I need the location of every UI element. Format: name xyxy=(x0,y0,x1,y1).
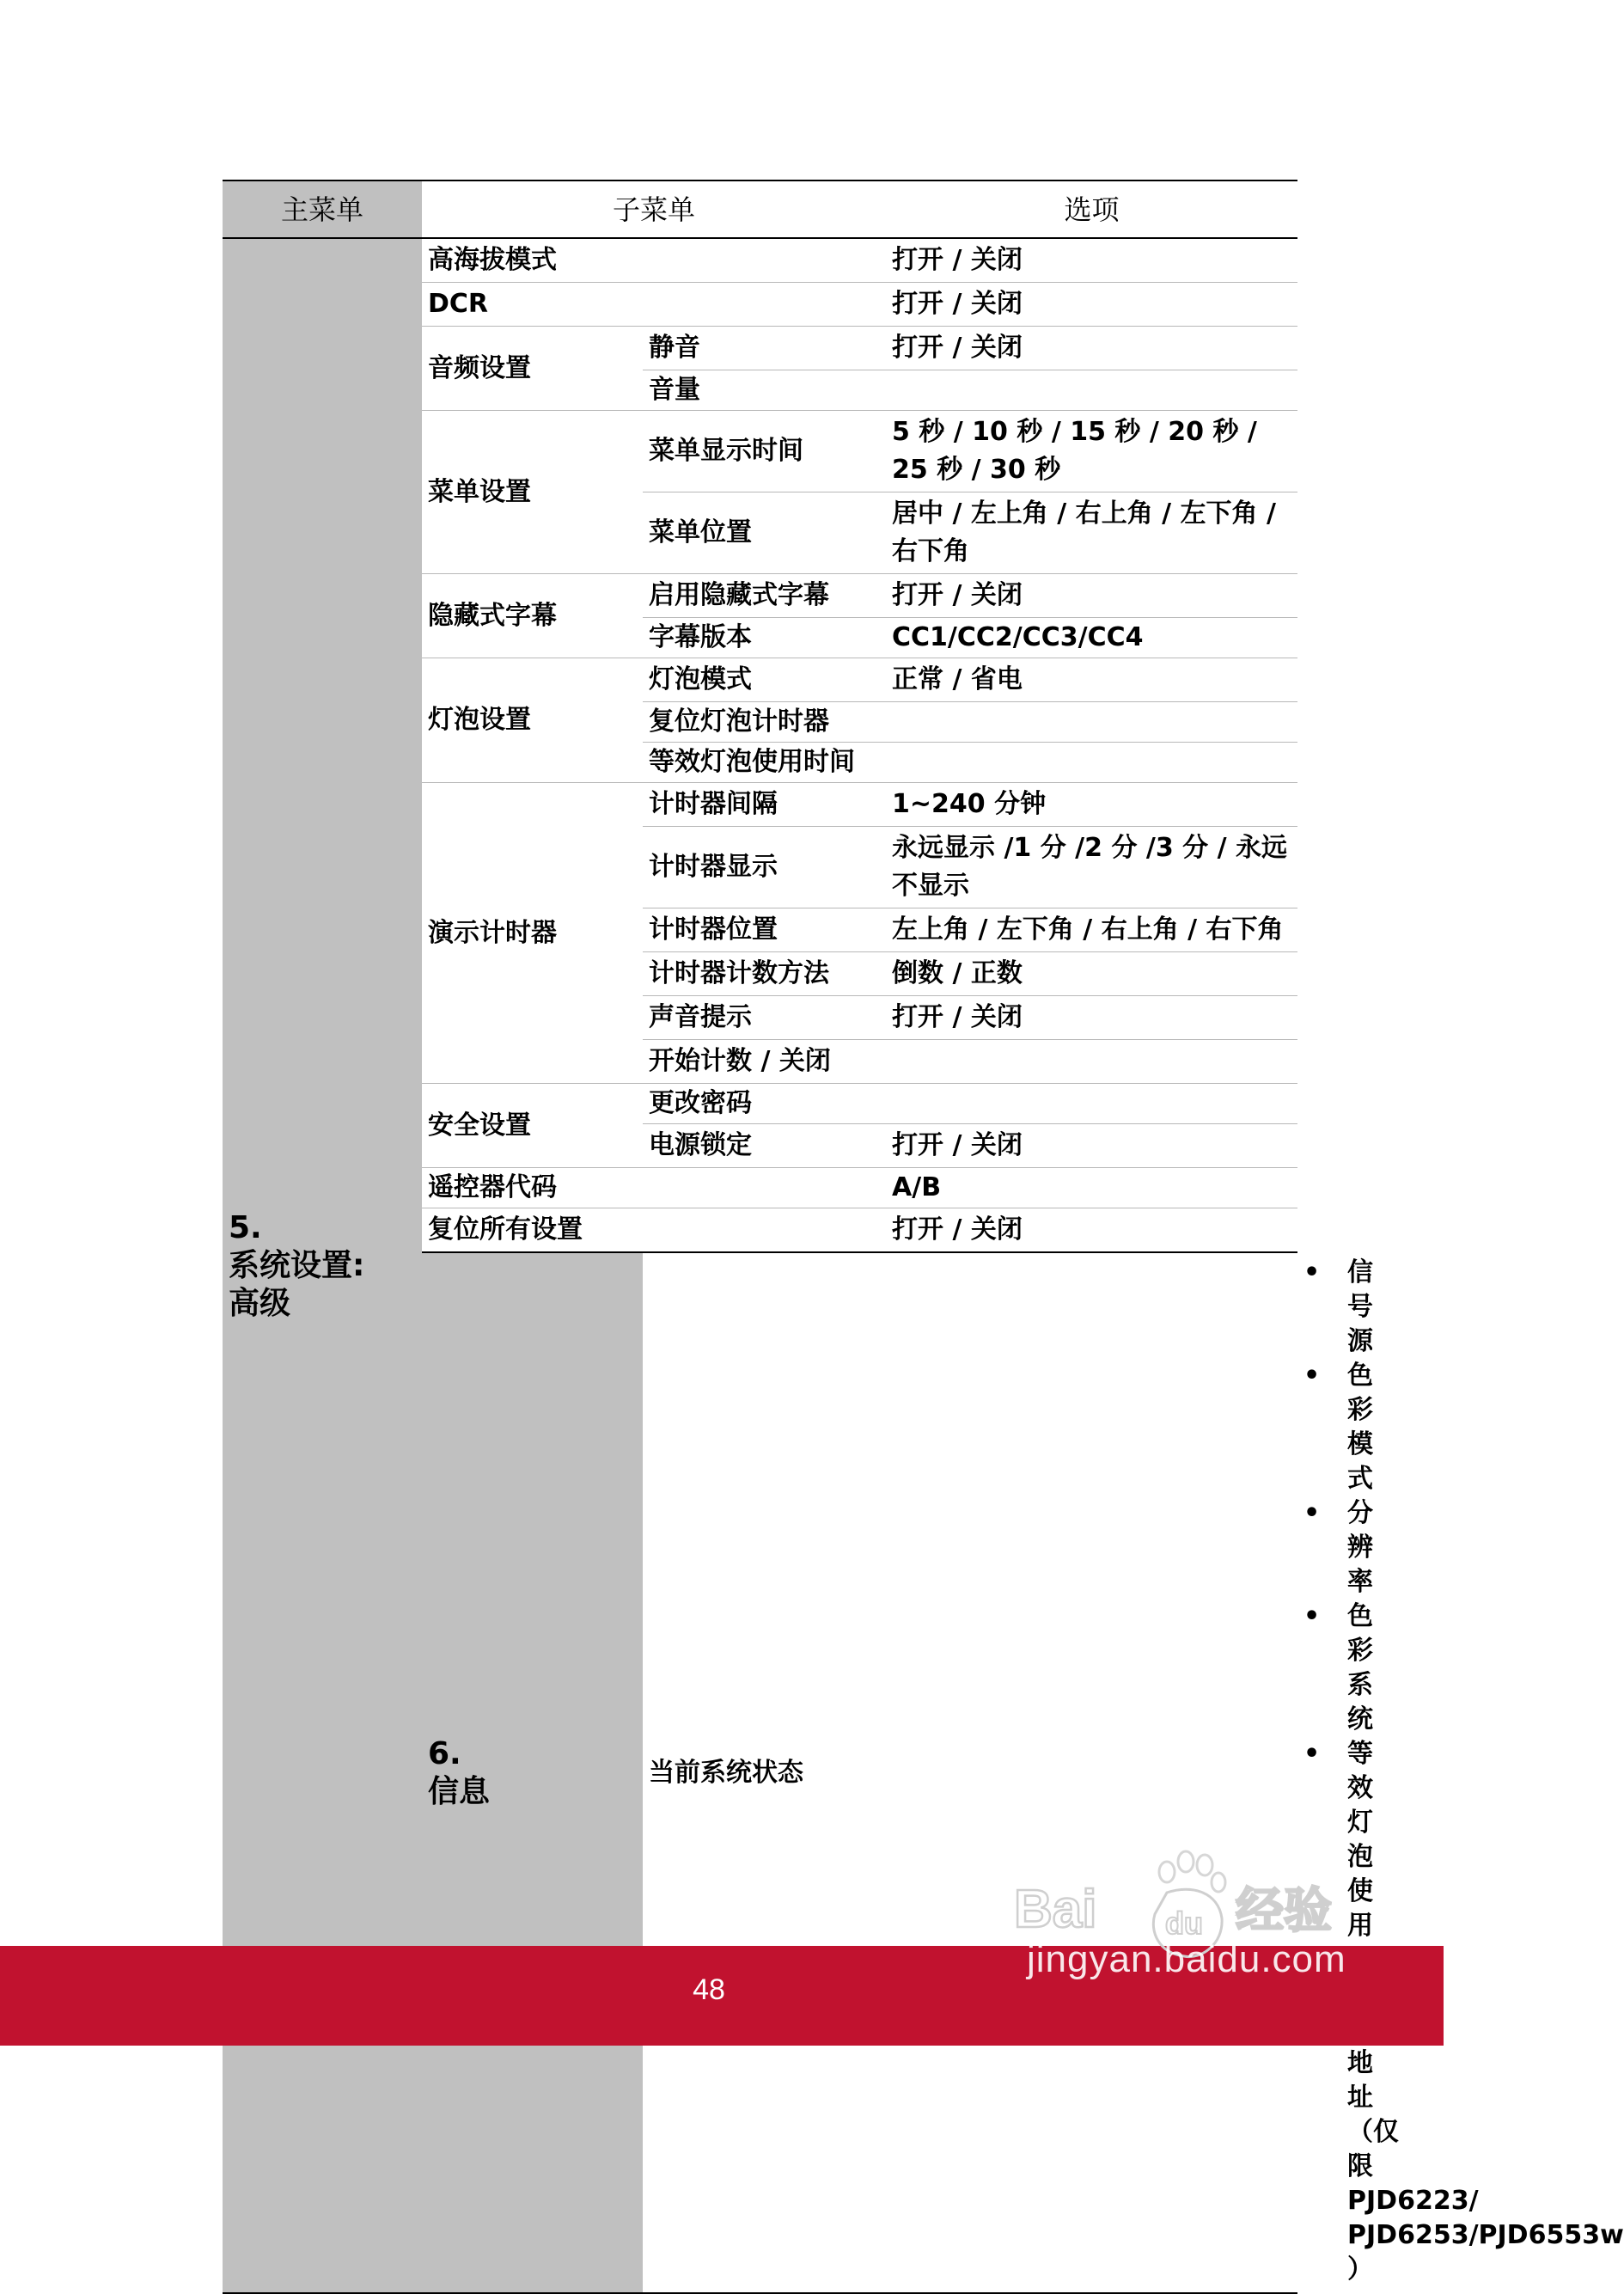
row-options-timer-interval: 1~240 分钟 xyxy=(886,783,1297,827)
header-submenu: 子菜单 xyxy=(422,180,886,238)
header-main-menu: 主菜单 xyxy=(223,180,422,238)
row-label-power-lock: 电源锁定 xyxy=(643,1124,886,1168)
options-line: 居中 / 左上角 / 右上角 / 左下角 / xyxy=(892,499,1276,529)
row-label-cc-version: 字幕版本 xyxy=(643,618,886,658)
row-options-menu-position xyxy=(886,492,1297,574)
row-options-cc-version: CC1/CC2/CC3/CC4 xyxy=(886,618,1297,658)
row-options-power-lock: 打开 / 关闭 xyxy=(886,1124,1297,1168)
row-label-timer-position: 计时器位置 xyxy=(643,908,886,952)
row-options-reset-all: 打开 / 关闭 xyxy=(886,1208,1297,1253)
options-line: 永远显示 /1 分 /2 分 /3 分 / 永远 xyxy=(892,833,1288,863)
row-label-lamp-mode: 灯泡模式 xyxy=(643,658,886,702)
row-options-mute: 打开 / 关闭 xyxy=(886,327,1297,370)
row-options-lamp-equiv xyxy=(886,743,1297,783)
row-options-timer-position: 左上角 / 左下角 / 右上角 / 右下角 xyxy=(886,908,1297,952)
row-label-cc-enable: 启用隐藏式字幕 xyxy=(643,574,886,618)
row-label-menu-display-time: 菜单显示时间 xyxy=(643,411,886,492)
list-item-mac: • 地址 （仅限 PJD6223/ PJD6253/PJD6553w ） xyxy=(1303,2012,1347,2287)
row-options-lamp-reset xyxy=(886,702,1297,743)
list-item: • 等效灯泡使用 xyxy=(1303,1737,1347,2012)
table-row xyxy=(223,238,1297,283)
list-item: • 色彩系统 xyxy=(1303,1600,1347,1737)
row-label-mute: 静音 xyxy=(643,327,886,370)
row-options-timer-sound: 打开 / 关闭 xyxy=(886,996,1297,1040)
row-label-dcr: DCR xyxy=(422,283,886,327)
row-label-timer: 演示计时器 xyxy=(422,783,643,1084)
row-options-volume xyxy=(886,370,1297,411)
row-options-change-password xyxy=(886,1084,1297,1124)
watermark-brand-du: du xyxy=(1165,1906,1203,1941)
list-item: • 分辨率 xyxy=(1303,1496,1347,1600)
options-line: 不显示 xyxy=(892,871,970,901)
row-label-system-status: 当前系统状态 xyxy=(643,1252,1297,2293)
section-number: 5. xyxy=(229,1209,262,1245)
row-label-timer-interval: 计时器间隔 xyxy=(643,783,886,827)
row-label-remote: 遥控器代码 xyxy=(422,1168,886,1208)
header-options: 选项 xyxy=(886,180,1297,238)
options-line: 5 秒 / 10 秒 / 15 秒 / 20 秒 / xyxy=(892,417,1257,447)
row-label-menu: 菜单设置 xyxy=(422,411,643,574)
section-title-line2: 高级 xyxy=(229,1285,291,1321)
row-options-timer-start xyxy=(886,1040,1297,1084)
row-label-closed-caption: 隐藏式字幕 xyxy=(422,574,643,658)
row-label-lamp: 灯泡设置 xyxy=(422,658,643,783)
row-label-reset-all: 复位所有设置 xyxy=(422,1208,886,1253)
row-label-lamp-equiv: 等效灯泡使用时间 xyxy=(643,743,886,783)
watermark-brand-latin: Bai xyxy=(1014,1880,1097,1939)
page-number: 48 xyxy=(693,1973,725,2006)
row-label-menu-position: 菜单位置 xyxy=(643,492,886,574)
row-options-timer-counting: 倒数 / 正数 xyxy=(886,952,1297,996)
row-options-timer-display xyxy=(886,827,1297,908)
options-line: 右下角 xyxy=(892,536,970,566)
list-item: • 信号源 xyxy=(1303,1256,1347,1359)
section-title: 信息 xyxy=(428,1773,491,1809)
options-line: 25 秒 / 30 秒 xyxy=(892,455,1061,485)
row-label-altitude: 高海拔模式 xyxy=(428,245,557,275)
watermark-url: jingyan.baidu.com xyxy=(1027,1938,1346,1980)
row-label-timer-sound: 声音提示 xyxy=(643,996,886,1040)
row-label-change-password: 更改密码 xyxy=(643,1084,886,1124)
section-6-title xyxy=(422,1252,643,2293)
header-row xyxy=(223,180,1297,238)
watermark-brand-cn: 经验 xyxy=(1236,1883,1332,1939)
section-title-line1: 系统设置: xyxy=(229,1247,365,1283)
row-label-timer-display: 计时器显示 xyxy=(643,827,886,908)
row-options-lamp-mode: 正常 / 省电 xyxy=(886,658,1297,702)
list-item: • 色彩模式 xyxy=(1303,1359,1347,1496)
section-number: 6. xyxy=(428,1735,461,1771)
row-label-lamp-reset: 复位灯泡计时器 xyxy=(643,702,886,743)
row-options-menu-display-time xyxy=(886,411,1297,492)
row-label-audio: 音频设置 xyxy=(422,327,643,411)
row-options-remote: A/B xyxy=(886,1168,1297,1208)
row-label-security: 安全设置 xyxy=(422,1084,643,1168)
row-options-dcr: 打开 / 关闭 xyxy=(886,283,1297,327)
row-label-volume: 音量 xyxy=(643,370,886,411)
row-options-cc-enable: 打开 / 关闭 xyxy=(886,574,1297,618)
row-label-timer-start: 开始计数 / 关闭 xyxy=(643,1040,886,1084)
row-options-altitude: 打开 / 关闭 xyxy=(892,245,1023,275)
row-label-timer-counting: 计时器计数方法 xyxy=(643,952,886,996)
